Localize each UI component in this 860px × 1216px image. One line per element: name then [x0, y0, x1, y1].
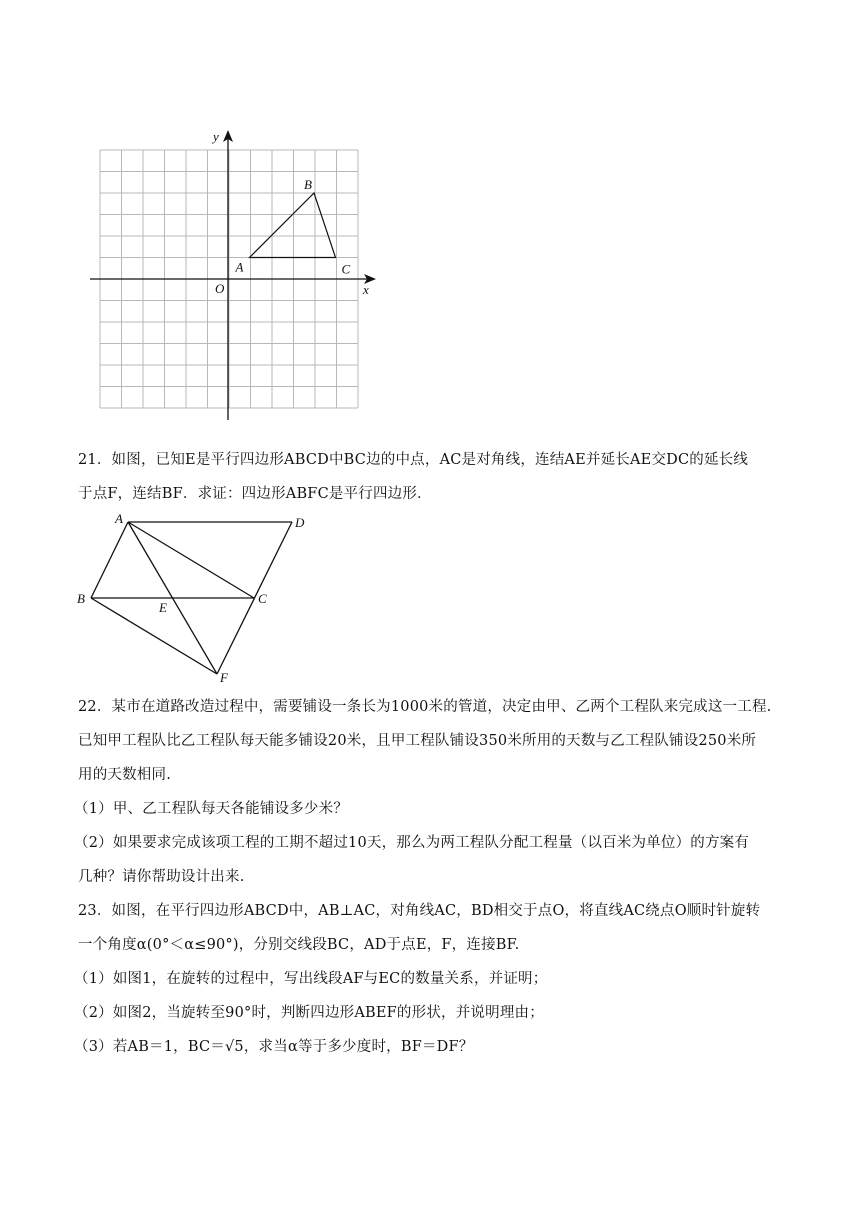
- question-21-line-1: 21．如图，已知E是平行四边形ABCD中BC边的中点，AC是对角线，连结AE并延长AE交DC的延长线: [78, 452, 749, 468]
- triangle-abc: [250, 193, 336, 258]
- point-b-label: B: [304, 177, 312, 192]
- question-23-line-1: 23．如图，在平行四边形ABCD中，AB⊥AC，对角线AC，BD相交于点O，将直线AC绕点O顺时针旋转: [78, 903, 761, 919]
- question-23-line-2: 一个角度α(0°＜α≤90°)，分别交线段BC，AD于点E，F，连接BF.: [78, 937, 520, 953]
- parallelogram-figure-q21: [72, 510, 322, 690]
- question-21-line-2: 于点F，连结BF．求证：四边形ABFC是平行四边形．: [78, 486, 432, 502]
- question-23: [74, 894, 788, 1064]
- question-21: [78, 443, 788, 511]
- question-22-line-2: 已知甲工程队比乙工程队每天能多铺设20米，且甲工程队铺设350米所用的天数与乙工程队铺设250米所: [78, 733, 757, 749]
- question-23-part-3: （3）若AB＝1，BC＝√5，求当α等于多少度时，BF＝DF？: [74, 1039, 474, 1055]
- question-23-part-1: （1）如图1，在旋转的过程中，写出线段AF与EC的数量关系，并证明；: [74, 971, 548, 987]
- label-f: F: [220, 670, 228, 685]
- y-axis-label: y: [213, 129, 219, 144]
- question-22-line-1: 22．某市在道路改造过程中，需要铺设一条长为1000米的管道，决定由甲、乙两个工程队来完成这一工程.: [78, 699, 772, 715]
- label-b: B: [77, 591, 85, 606]
- point-a-label: A: [235, 259, 244, 275]
- point-c-label: C: [341, 261, 351, 277]
- segment-bf: [91, 598, 217, 674]
- label-c: C: [258, 591, 267, 606]
- label-d: D: [295, 515, 305, 530]
- question-22-part-2-line-2: 几种？请你帮助设计出来.: [78, 869, 245, 885]
- question-22-part-1: （1）甲、乙工程队每天各能铺设多少米？: [74, 801, 349, 817]
- segment-ab: [91, 522, 128, 598]
- origin-label: O: [215, 281, 225, 296]
- label-e: E: [159, 600, 167, 615]
- question-22: [74, 690, 788, 894]
- x-axis-label: x: [363, 282, 369, 297]
- question-23-part-2: （2）如图2，当旋转至90°时，判断四边形ABEF的形状，并说明理由；: [74, 1005, 544, 1021]
- label-a: A: [115, 511, 123, 526]
- question-22-line-3: 用的天数相同.: [78, 767, 172, 783]
- segment-ac: [128, 522, 254, 598]
- coordinate-grid-figure: [86, 124, 386, 424]
- question-22-part-2-line-1: （2）如果要求完成该项工程的工期不超过10天，那么为两工程队分配工程量（以百米为单位）的方案有: [74, 835, 750, 851]
